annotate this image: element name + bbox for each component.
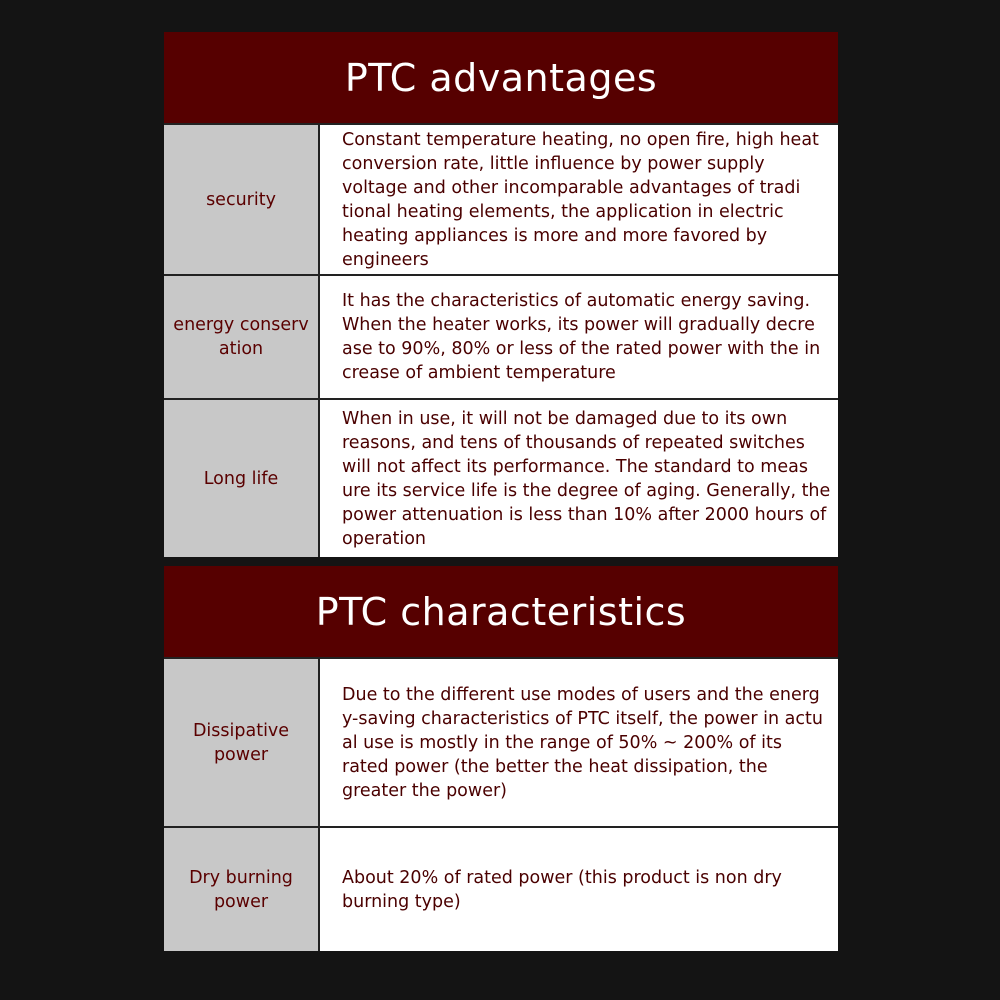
row-label-dissipative-power: Dissipative power xyxy=(164,659,320,826)
table-row-long-life xyxy=(164,398,838,557)
row-text-dissipative-power: Due to the different use modes of users and the energ y-saving characteristics of PTC itself, the power in actu al use is mostly in the range of 50% ~ 200% of its rated power (the better the heat dissipation, the greater the power) xyxy=(320,659,838,826)
row-text-energy-conservation: It has the characteristics of automatic energy saving. When the heater works, its power will gradually decre ase to 90%, 80% or less of the rated power with the in crease of ambient temperature xyxy=(320,276,838,398)
table-row-security xyxy=(164,123,838,274)
ptc-characteristics-title: PTC characteristics xyxy=(164,566,838,657)
row-text-long-life: When in use, it will not be damaged due to its own reasons, and tens of thousands of repeated switches will not affect its performance. The standard to meas ure its service life is the degree of aging. Generally, the power attenuation is less than 10% after 2000 hours of operation xyxy=(320,400,838,557)
row-label-energy-conservation: energy conserv ation xyxy=(164,276,320,398)
ptc-advantages-table xyxy=(164,32,838,557)
row-text-dry-burning-power: About 20% of rated power (this product is non dry burning type) xyxy=(320,828,838,951)
table-row-dissipative-power xyxy=(164,657,838,826)
ptc-advantages-title: PTC advantages xyxy=(164,32,838,123)
row-label-long-life: Long life xyxy=(164,400,320,557)
table-row-dry-burning-power xyxy=(164,826,838,951)
row-label-security: security xyxy=(164,125,320,274)
row-label-dry-burning-power: Dry burning power xyxy=(164,828,320,951)
ptc-characteristics-table xyxy=(164,566,838,951)
row-text-security: Constant temperature heating, no open fire, high heat conversion rate, little influence by power supply voltage and other incomparable advantages of tradi tional heating elements, the application in electric heating appliances is more and more favored by engineers xyxy=(320,125,838,274)
table-row-energy-conservation xyxy=(164,274,838,398)
